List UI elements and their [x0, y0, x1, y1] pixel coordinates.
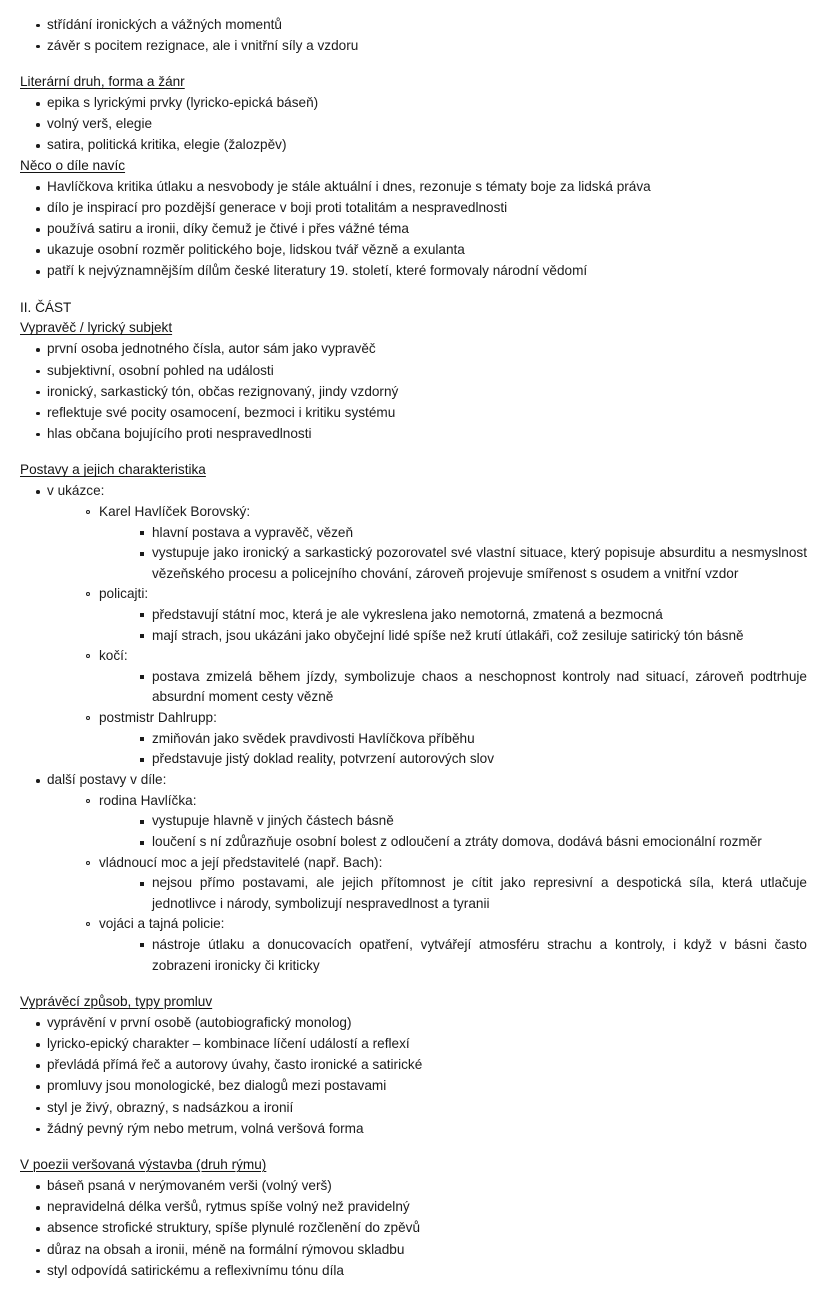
list-item: [123, 543, 808, 584]
list-item-text: žádný pevný rým nebo metrum, volná veršová forma: [47, 1120, 364, 1136]
list-item-text: představují státní moc, která je ale vykreslena jako nemotorná, zmatená a bezmocná: [152, 606, 663, 622]
list-item: [20, 481, 808, 769]
bullet-list-level-3: [123, 605, 808, 646]
list-item-text: vystupuje hlavně v jiných částech básně: [152, 813, 394, 829]
bullet-list-level-1: [20, 93, 808, 156]
section-heading: Něco o díle navíc: [20, 157, 126, 173]
list-item-text: vystupuje jako ironický a sarkastický pozorovatel své vlastní situace, který popisuje absurditu a nesmyslnost vězeňského procesu a policejního chování, zároveň projevuje smířenost s osudem a vnitřní vzdor: [152, 545, 807, 581]
list-item: [123, 811, 808, 832]
list-item: [20, 240, 808, 261]
bullet-list-level-1: [20, 177, 808, 282]
bullet-list-level-2: [68, 502, 808, 770]
list-item: [20, 1197, 808, 1218]
document-body: [20, 15, 808, 1282]
list-item: [20, 1076, 808, 1097]
list-item: [123, 729, 808, 750]
list-item: [123, 832, 808, 853]
list-item-text: nepravidelná délka veršů, rytmus spíše volný než pravidelný: [47, 1199, 410, 1215]
section-heading: V poezii veršovaná výstavba (druh rýmu): [20, 1157, 267, 1173]
list-item: [68, 502, 808, 584]
list-item-text: báseň psaná v nerýmovaném verši (volný verš): [47, 1178, 332, 1194]
list-item: [20, 770, 808, 976]
list-item-text: převládá přímá řeč a autorovy úvahy, často ironické a satirické: [47, 1057, 423, 1073]
list-item-text: absence strofické struktury, spíše plynulé rozčlenění do zpěvů: [47, 1220, 421, 1236]
section-heading: Postavy a jejich charakteristika: [20, 462, 206, 478]
list-item: [123, 626, 808, 647]
list-item-text: první osoba jednotného čísla, autor sám jako vypravěč: [47, 341, 376, 357]
list-item: [20, 219, 808, 240]
list-item: [68, 708, 808, 770]
list-item-text: střídání ironických a vážných momentů: [47, 16, 282, 32]
list-item-text: epika s lyrickými prvky (lyricko-epická báseň): [47, 95, 319, 111]
list-item: [20, 1119, 808, 1140]
list-item-text: promluvy jsou monologické, bez dialogů mezi postavami: [47, 1078, 387, 1094]
list-item-text: ukazuje osobní rozměr politického boje, lidskou tvář vězně a exulanta: [47, 242, 465, 258]
section-heading: Vyprávěcí způsob, typy promluv: [20, 994, 213, 1010]
list-item-text: reflektuje své pocity osamocení, bezmoci i kritiku systému: [47, 404, 396, 420]
bullet-list-level-1: [20, 481, 808, 976]
list-item: [20, 177, 808, 198]
list-item-text: důraz na obsah a ironii, méně na formální rýmovou skladbu: [47, 1241, 405, 1257]
list-item-text: hlavní postava a vypravěč, vězeň: [152, 524, 353, 540]
list-item: [20, 1218, 808, 1239]
list-item-text: vyprávění v první osobě (autobiografický monolog): [47, 1015, 352, 1031]
list-item-text: hlas občana bojujícího proti nespravedlnosti: [47, 425, 312, 441]
list-item: [20, 36, 808, 57]
list-item: [20, 1261, 808, 1282]
list-item-text: styl je živý, obrazný, s nadsázkou a ironií: [47, 1099, 294, 1115]
list-item: [68, 914, 808, 976]
list-item: [68, 791, 808, 853]
bullet-list-level-3: [123, 667, 808, 708]
list-item-text: ironický, sarkastický tón, občas rezignovaný, jindy vzdorný: [47, 383, 399, 399]
list-item-text: kočí:: [99, 648, 128, 664]
list-item: [20, 15, 808, 36]
list-item-text: zmiňován jako svědek pravdivosti Havlíčkova příběhu: [152, 730, 475, 746]
list-item: [123, 667, 808, 708]
list-item: [20, 403, 808, 424]
list-item: [20, 1034, 808, 1055]
list-item-text: lyricko-epický charakter – kombinace líčení událostí a reflexí: [47, 1036, 410, 1052]
list-item: [20, 261, 808, 282]
bullet-list-level-3: [123, 729, 808, 770]
list-item-text: další postavy v díle:: [47, 772, 167, 788]
list-item: [20, 114, 808, 135]
list-item-text: volný verš, elegie: [47, 116, 153, 132]
list-item: [20, 198, 808, 219]
list-item-text: vojáci a tajná policie:: [99, 916, 225, 932]
list-item-text: styl odpovídá satirickému a reflexivnímu tónu díla: [47, 1262, 344, 1278]
list-item-text: mají strach, jsou ukázáni jako obyčejní lidé spíše než krutí útlakáři, což zesiluje satirický tón básně: [152, 627, 744, 643]
bullet-list-level-3: [123, 935, 808, 976]
bullet-list-level-1: [20, 339, 808, 444]
list-item-text: používá satiru a ironii, díky čemuž je čtivé i přes vážné téma: [47, 221, 409, 237]
bullet-list-level-3: [123, 523, 808, 585]
list-item: [123, 523, 808, 544]
list-item: [123, 749, 808, 770]
list-item: [68, 646, 808, 708]
list-item: [20, 382, 808, 403]
list-item-text: Karel Havlíček Borovský:: [99, 504, 251, 519]
list-item: [20, 93, 808, 114]
list-item: [123, 605, 808, 626]
list-item-text: loučení s ní zdůrazňuje osobní bolest z odloučení a ztráty domova, dodává básni emocionální rozměr: [152, 834, 762, 849]
bullet-list-level-1: [20, 1176, 808, 1281]
list-item-text: policajti:: [99, 586, 149, 602]
list-item: [20, 339, 808, 360]
list-item-text: postmistr Dahlrupp:: [99, 709, 217, 725]
list-item-text: Havlíčkova kritika útlaku a nesvobody je stále aktuální i dnes, rezonuje s tématy boje za lidská práva: [47, 178, 651, 194]
list-item-text: satira, politická kritika, elegie (žalozpěv): [47, 137, 287, 153]
list-item: [123, 935, 808, 976]
bullet-list-level-1: [20, 15, 808, 57]
list-item: [20, 1055, 808, 1076]
list-item: [68, 584, 808, 646]
list-item: [123, 873, 808, 914]
list-item: [20, 424, 808, 445]
list-item: [20, 1013, 808, 1034]
list-item-text: nejsou přímo postavami, ale jejich přítomnost je cítit jako represivní a despotická síla, která utlačuje jednotlivce i národy, symbolizují nespravedlnost a tyranii: [152, 875, 807, 911]
section-heading: Vypravěč / lyrický subjekt: [20, 320, 173, 336]
list-item-text: rodina Havlíčka:: [99, 792, 197, 808]
bullet-list-level-3: [123, 811, 808, 852]
bullet-list-level-1: [20, 1013, 808, 1139]
list-item: [68, 853, 808, 915]
list-item-text: dílo je inspirací pro pozdější generace v boji proti totalitám a nespravedlnosti: [47, 200, 508, 216]
list-item: [20, 1176, 808, 1197]
section-heading: Literární druh, forma a žánr: [20, 74, 185, 90]
list-item: [20, 361, 808, 382]
list-item-text: subjektivní, osobní pohled na události: [47, 362, 274, 378]
list-item-text: v ukázce:: [47, 483, 105, 499]
list-item-text: postava zmizelá během jízdy, symbolizuje chaos a neschopnost kontroly nad situací, zároveň podtrhuje absurdní moment cesty vězně: [152, 668, 807, 705]
list-item-text: nástroje útlaku a donucovacích opatření, vytvářejí atmosféru strachu a kontroly, i když v básni často zobrazeni ironicky či kriticky: [152, 936, 807, 973]
list-item-text: patří k nejvýznamnějším dílům české literatury 19. století, které formovaly národní vědomí: [47, 263, 588, 279]
section-heading: II. ČÁST: [20, 299, 72, 315]
list-item: [20, 1240, 808, 1261]
list-item-text: představuje jistý doklad reality, potvrzení autorových slov: [152, 751, 495, 767]
list-item: [20, 1098, 808, 1119]
list-item-text: vládnoucí moc a její představitelé (např. Bach):: [99, 854, 383, 870]
bullet-list-level-3: [123, 873, 808, 914]
list-item-text: závěr s pocitem rezignace, ale i vnitřní síly a vzdoru: [47, 37, 359, 53]
bullet-list-level-2: [68, 791, 808, 976]
list-item: [20, 135, 808, 156]
